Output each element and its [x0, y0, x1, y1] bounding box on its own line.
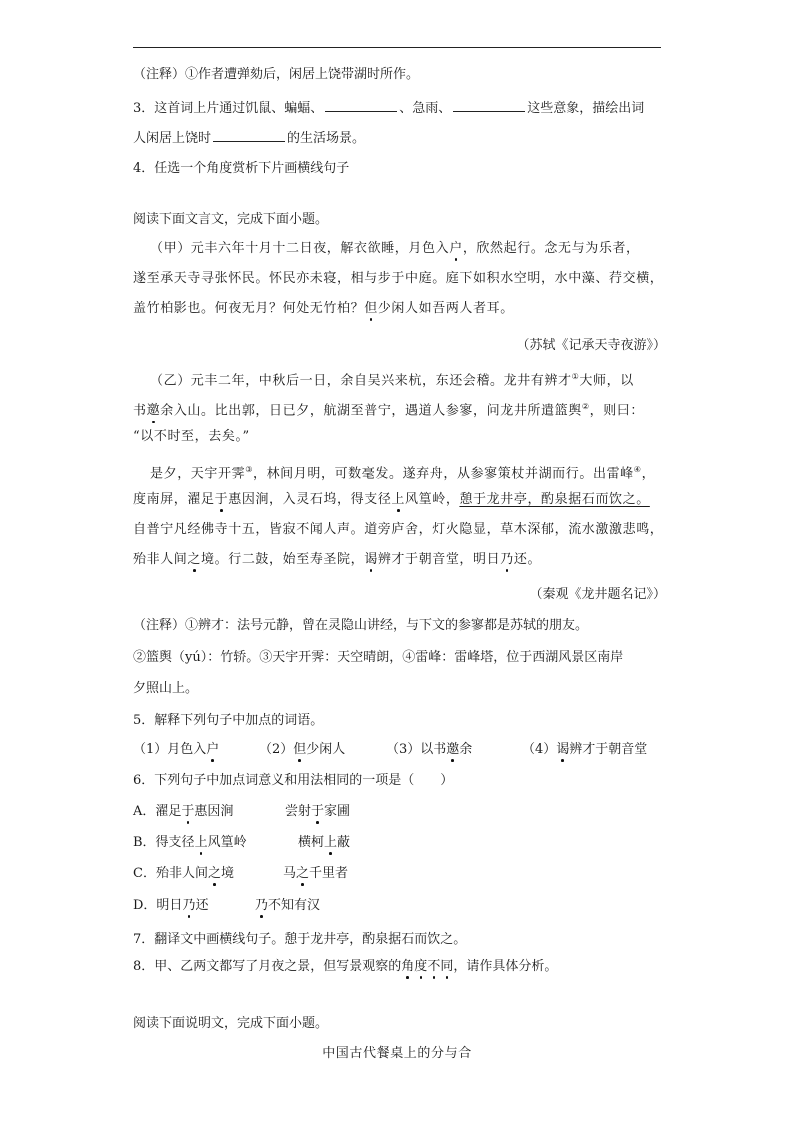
passage-yi-line-5 [133, 491, 650, 509]
text: A．濯足 [133, 804, 182, 819]
text: B．得支径 [133, 835, 195, 850]
q5-item-3 [386, 741, 522, 759]
dotted-word: 之 [187, 552, 202, 567]
dotted-word: 邀 [146, 403, 161, 419]
passage-yi-line-7 [133, 551, 541, 569]
text: （2） [259, 742, 294, 757]
text: 辨才于朝音堂 [569, 742, 648, 757]
q6-d-left [133, 897, 255, 915]
q5-item-2 [259, 741, 386, 759]
q6-option-a[interactable] [133, 803, 350, 821]
footnote-mark: ② [581, 402, 590, 411]
q3-text-d: 人闲居上饶时 [133, 131, 212, 146]
dotted-word: 度 [414, 959, 428, 974]
text: C．殆非人间 [133, 866, 208, 881]
passage-yi-line-2 [133, 398, 644, 420]
dotted-word: 之 [296, 866, 310, 881]
text: ，请作具体分析。 [453, 959, 558, 974]
question-3-line-2 [133, 129, 365, 148]
q6-option-d[interactable] [133, 897, 320, 915]
passage-yi-line-4 [150, 461, 655, 483]
question-5-stem: 5．解释下列句子中加点的词语。 [133, 713, 324, 728]
notes-line-2: ②篮舆（yú）：竹轿。③天宇开霁：天空晴朗，④雷峰：雷峰塔，位于西湖风景区南岸 [133, 650, 624, 665]
question-6-stem: 6．下列句子中加点词意义和用法相同的一项是（ ） [133, 773, 454, 788]
footnote-mark: ① [571, 372, 580, 381]
text: 还。 [513, 552, 542, 567]
dotted-word: 乃 [182, 898, 196, 913]
header-rule [133, 47, 661, 48]
q5-item-4 [522, 742, 647, 757]
dotted-word: 于 [311, 804, 325, 819]
text: 马 [283, 866, 297, 881]
dotted-word: 但 [364, 301, 378, 316]
text: 是夕，天宇开霁 [150, 466, 246, 482]
text: 度南屏，濯足 [133, 492, 215, 507]
text: 余 [459, 742, 473, 757]
text: 不知有汉 [268, 898, 321, 913]
text: D．明日 [133, 898, 183, 913]
dotted-word: 谒 [364, 552, 378, 567]
text: 盖竹柏影也。何夜无月？何处无竹柏？ [133, 301, 365, 316]
passage-jia-line-1 [150, 240, 640, 258]
text: 惠因涧，入灵石坞，得支径 [228, 492, 392, 507]
text: 8．甲、乙两文都写了月夜之景，但写景观察的 [133, 959, 402, 974]
q6-b-left [133, 834, 298, 852]
dotted-word: 乃 [500, 552, 514, 567]
text: 大师，以 [579, 373, 634, 389]
passage-jia-line-3 [133, 300, 514, 318]
q3-text-b: 、急雨、 [399, 101, 452, 116]
text: 家圃 [324, 804, 351, 819]
footnote-mark: ③ [245, 465, 253, 474]
text: 少闲人 [306, 742, 346, 757]
text: 蔽 [337, 835, 351, 850]
question-3-line-1 [133, 99, 644, 118]
text: 余入山。比出郭，日已夕，航湖至普宁，遇道人参寥，问龙井所遣篮舆 [160, 403, 582, 419]
passage-yi-line-1 [150, 368, 634, 390]
q6-c-left [133, 865, 283, 883]
reading-intro-expository: 阅读下面说明文，完成下面小题。 [133, 1016, 329, 1031]
text: 尝射 [285, 804, 312, 819]
article-title: 中国古代餐桌上的分与合 [322, 1046, 472, 1061]
underlined-sentence: 憩于龙井亭，酌泉据石而饮之。 [459, 492, 650, 507]
question-4: 4．任选一个角度赏析下片画横线句子 [133, 161, 350, 176]
text: 还 [195, 898, 209, 913]
text: （4） [522, 742, 557, 757]
answer-blank-3[interactable] [213, 129, 285, 142]
dotted-word: 上 [324, 835, 338, 850]
answer-blank-1[interactable] [325, 99, 397, 112]
text: 少闲人如吾两人者耳。 [377, 301, 514, 316]
q6-b-right [298, 835, 350, 850]
question-7: 7．翻译文中画横线句子。憩于龙井亭，酌泉据石而饮之。 [133, 932, 467, 947]
dotted-word: 角 [401, 959, 415, 974]
q3-text-a: 3．这首词上片通过饥鼠、蝙蝠、 [133, 101, 324, 116]
text: 殆非人间 [133, 552, 188, 567]
notes-line-1: （注释）①辨才：法号元静，曾在灵隐山讲经，与下文的参寥都是苏轼的朋友。 [133, 618, 589, 633]
source-yi: （秦观《龙井题名记》） [529, 587, 666, 602]
dotted-word: 户 [449, 241, 463, 256]
text: （1）月色入 [133, 742, 207, 757]
question-8 [133, 958, 557, 976]
text: 横柯 [298, 835, 325, 850]
q5-item-1 [133, 741, 259, 759]
q6-option-c[interactable] [133, 865, 348, 883]
text: ，则曰： [589, 403, 645, 419]
note-1: （注释）①作者遭弹劾后，闲居上饶带湖时所作。 [133, 67, 420, 82]
notes-line-3: 夕照山上。 [133, 681, 199, 696]
dotted-word: 乃 [255, 898, 269, 913]
dotted-word: 上 [391, 492, 406, 507]
passage-yi-line-6: 自普宁凡经佛寺十五，皆寂不闻人声。道旁庐舍，灯火隐显，草木深郁，流水激激悲鸣， [133, 522, 664, 537]
dotted-word: 于 [214, 492, 229, 507]
q6-option-b[interactable] [133, 834, 350, 852]
reading-intro-classical: 阅读下面文言文，完成下面小题。 [133, 212, 329, 227]
question-5-items [133, 741, 647, 759]
dotted-word: 之 [207, 866, 221, 881]
text: 辨才于朝音堂，明日 [377, 552, 501, 567]
text: 书 [133, 403, 147, 419]
text: ，欣然起行。念无与为乐者， [462, 241, 640, 256]
text: （甲）元丰六年十月十二日夜，解衣欲睡，月色入 [150, 241, 450, 256]
passage-jia-line-2: 遂至承天寺寻张怀民。怀民亦未寝，相与步于中庭。庭下如积水空明，水中藻、荇交横， [133, 271, 664, 286]
text: ，林间月明，可数毫发。遂弃舟，从参寥策杖并湖而行。出雷峰 [252, 466, 634, 482]
q3-text-c: 这些意象，描绘出词 [527, 101, 645, 116]
q6-a-left [133, 803, 285, 821]
text: （3）以书 [386, 742, 447, 757]
passage-yi-line-3: “以不时至，去矣。” [133, 429, 250, 444]
dotted-word: 上 [194, 835, 208, 850]
dotted-word: 谒 [556, 742, 570, 757]
text: 境。行二鼓，始至寿圣院， [201, 552, 365, 567]
answer-blank-2[interactable] [453, 99, 525, 112]
dotted-word: 户 [206, 742, 220, 757]
footnote-mark: ④ [633, 465, 642, 474]
q6-d-right [255, 898, 320, 913]
q3-text-e: 的生活场景。 [287, 131, 366, 146]
text: ， [641, 466, 656, 482]
dotted-word: 于 [181, 804, 195, 819]
text: （乙）元丰二年，中秋后一日，余自吴兴来杭，东还会稽。龙井有辨才 [150, 373, 572, 389]
text: 惠因涧 [194, 804, 234, 819]
text: 风篁岭 [207, 835, 247, 850]
dotted-word: 同 [440, 959, 454, 974]
q6-c-right [283, 866, 348, 881]
dotted-word: 不 [427, 959, 441, 974]
source-jia: （苏轼《记承天寺夜游》） [516, 338, 666, 353]
q6-a-right [285, 804, 350, 819]
text: 风篁岭， [405, 492, 460, 507]
dotted-word: 邀 [446, 742, 460, 757]
dotted-word: 但 [293, 742, 307, 757]
text: 境 [220, 866, 234, 881]
text: 千里者 [309, 866, 349, 881]
